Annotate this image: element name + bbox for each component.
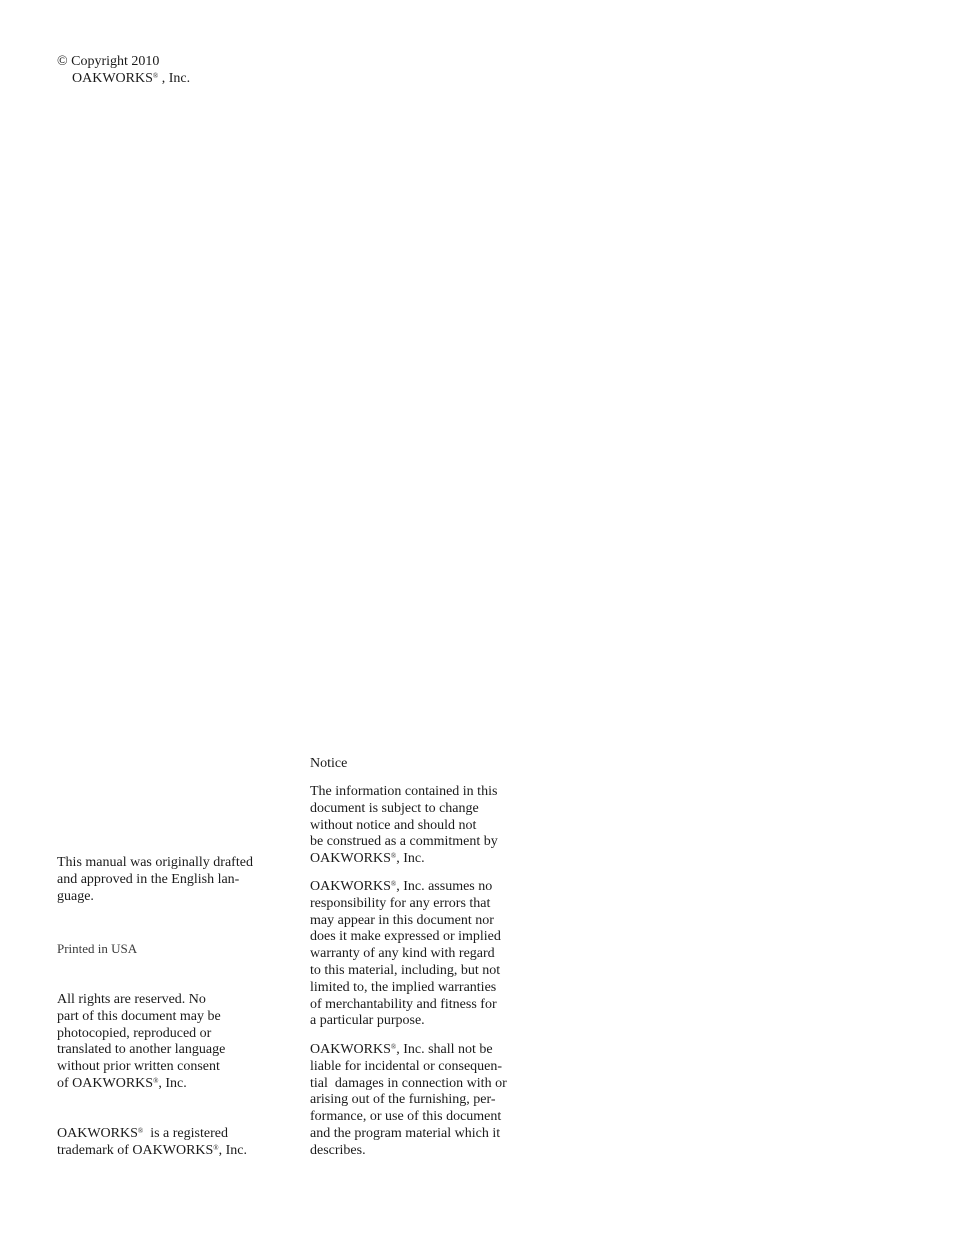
text-line: part of this document may be <box>57 1008 221 1024</box>
text-line: a particular purpose. <box>310 1013 425 1029</box>
text-line: OAKWORKS®, Inc. <box>310 851 425 867</box>
text-line: does it make expressed or implied <box>310 929 501 945</box>
registered-mark: ® <box>137 1127 144 1135</box>
text-line: describes. <box>310 1142 366 1158</box>
printed-text: Printed in USA <box>57 941 138 956</box>
rights-reserved-note <box>57 992 225 1093</box>
text-line: guage. <box>57 888 94 904</box>
text-line: warranty of any kind with regard <box>310 946 495 962</box>
registered-mark: ® <box>390 1043 397 1051</box>
text-line: All rights are reserved. No <box>57 992 206 1007</box>
text-line: This manual was originally drafted <box>57 855 253 870</box>
copyright-block <box>57 54 190 88</box>
text-line: without notice and should not <box>310 817 477 833</box>
text-line: formance, or use of this document <box>310 1109 502 1125</box>
registered-mark: ® <box>213 1143 219 1152</box>
printed-in-note <box>57 941 137 958</box>
text-line: OAKWORKS®, Inc. shall not be <box>310 1042 493 1057</box>
notice-paragraph-1 <box>310 784 498 868</box>
text-line: of merchantability and fitness for <box>310 996 497 1012</box>
text-line: document is subject to change <box>310 800 479 816</box>
text-line: responsibility for any errors that <box>310 895 491 911</box>
manual-language-note <box>57 855 253 905</box>
registered-mark: ® <box>390 880 397 888</box>
text-line: OAKWORKS®, Inc. assumes no <box>310 879 493 894</box>
notice-heading <box>310 756 347 773</box>
copyright-company: OAKWORKS® , Inc. <box>72 70 191 86</box>
text-line: may appear in this document nor <box>310 912 494 928</box>
text-line: to this material, including, but not <box>310 962 501 978</box>
registered-mark: ® <box>390 852 397 861</box>
trademark-note <box>57 1126 247 1160</box>
text-line: trademark of OAKWORKS®, Inc. <box>57 1142 248 1158</box>
registered-mark: ® <box>152 71 159 80</box>
text-line: liable for incidental or consequen- <box>310 1058 503 1074</box>
text-line: The information contained in this <box>310 784 498 799</box>
text-line: OAKWORKS® is a registered <box>57 1126 228 1141</box>
text-line: be construed as a commitment by <box>310 834 498 850</box>
text-line: and the program material which it <box>310 1125 501 1141</box>
notice-paragraph-2 <box>310 879 501 1030</box>
text-line: limited to, the implied warranties <box>310 979 497 995</box>
text-line: photocopied, reproduced or <box>57 1025 212 1041</box>
text-line: translated to another language <box>57 1042 226 1058</box>
text-line: without prior written consent <box>57 1059 220 1075</box>
text-line: tial damages in connection with or <box>310 1075 507 1091</box>
registered-mark: ® <box>153 1076 159 1085</box>
text-line: arising out of the furnishing, per- <box>310 1092 496 1108</box>
copyright-line: © Copyright 2010 <box>57 54 160 69</box>
text-line: of OAKWORKS®, Inc. <box>57 1075 187 1091</box>
notice-paragraph-3 <box>310 1042 507 1160</box>
notice-title: Notice <box>310 756 348 771</box>
text-line: and approved in the English lan- <box>57 871 240 887</box>
